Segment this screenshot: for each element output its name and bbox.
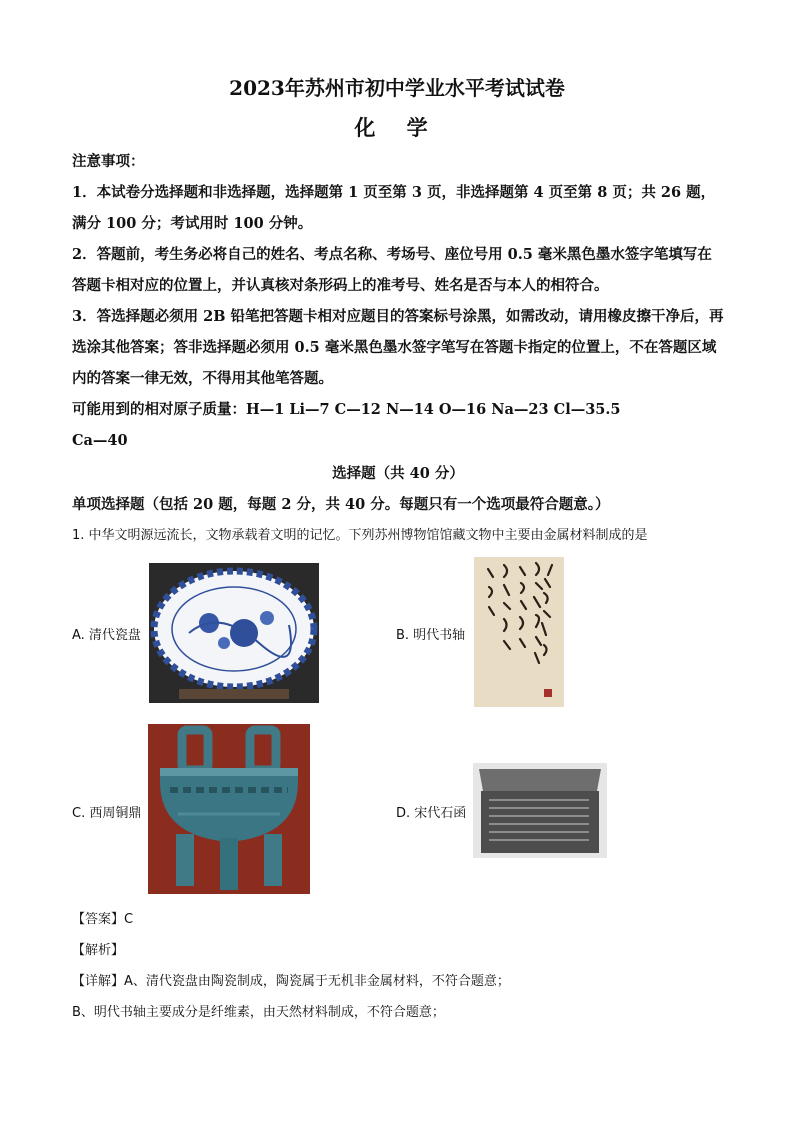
detail-a: 【详解】A、清代瓷盘由陶瓷制成，陶瓷属于无机非金属材料，不符合题意；	[72, 974, 510, 989]
option-d-label: D. 宋代石函	[396, 806, 467, 821]
section-title: 选择题（共 40 分）	[332, 465, 464, 482]
bronze-ding-image	[148, 724, 310, 894]
atomic-mass-line-1: 可能用到的相对原子质量：H—1 Li—7 C—12 N—14 O—16 Na—23 Cl—35.5	[72, 401, 621, 418]
analysis-heading: 【解析】	[72, 943, 125, 958]
subject-title: 化 学	[354, 115, 440, 140]
calligraphy-scroll-image	[474, 557, 564, 707]
porcelain-plate-image	[149, 563, 319, 703]
notice-1: 1．本试卷分选择题和非选择题，选择题第 1 页至第 3 页，非选择题第 4 页至第 8 页；共 26 题，满分 100 分；考试用时 100 分钟。	[72, 184, 716, 232]
answer: 【答案】C	[72, 912, 134, 927]
atomic-mass-line-2: Ca—40	[72, 432, 128, 449]
notice-3: 3．答选择题必须用 2B 铅笔把答题卡相对应题目的答案标号涂黑，如需改动，请用橡皮擦干净后，再选涂其他答案；答非选择题必须用 0.5 毫米黑色墨水签字笔写在答题卡指定的位置上，不在答题区域内的答案一律无效，不得用其他笔答题。	[72, 308, 724, 387]
option-a-label: A. 清代瓷盘	[72, 628, 141, 643]
question-1: 1. 中华文明源远流长，文物承载着文明的记忆。下列苏州博物馆馆藏文物中主要由金属材料制成的是	[72, 528, 648, 543]
option-b-label: B. 明代书轴	[396, 628, 466, 643]
notice-heading: 注意事项：	[72, 153, 145, 170]
detail-b: B、明代书轴主要成分是纤维素，由天然材料制成，不符合题意；	[72, 1005, 445, 1020]
option-c-label: C. 西周铜鼎	[72, 806, 142, 821]
exam-title: 2023年苏州市初中学业水平考试试卷	[229, 76, 565, 100]
notice-2: 2．答题前，考生务必将自己的姓名、考点名称、考场号、座位号用 0.5 毫米黑色墨水签字笔填写在答题卡相对应的位置上，并认真核对条形码上的准考号、姓名是否与本人的相符合。	[72, 246, 712, 294]
stone-casket-image	[473, 763, 607, 858]
section-instruction: 单项选择题（包括 20 题，每题 2 分，共 40 分。每题只有一个选项最符合题意。）	[72, 496, 610, 513]
